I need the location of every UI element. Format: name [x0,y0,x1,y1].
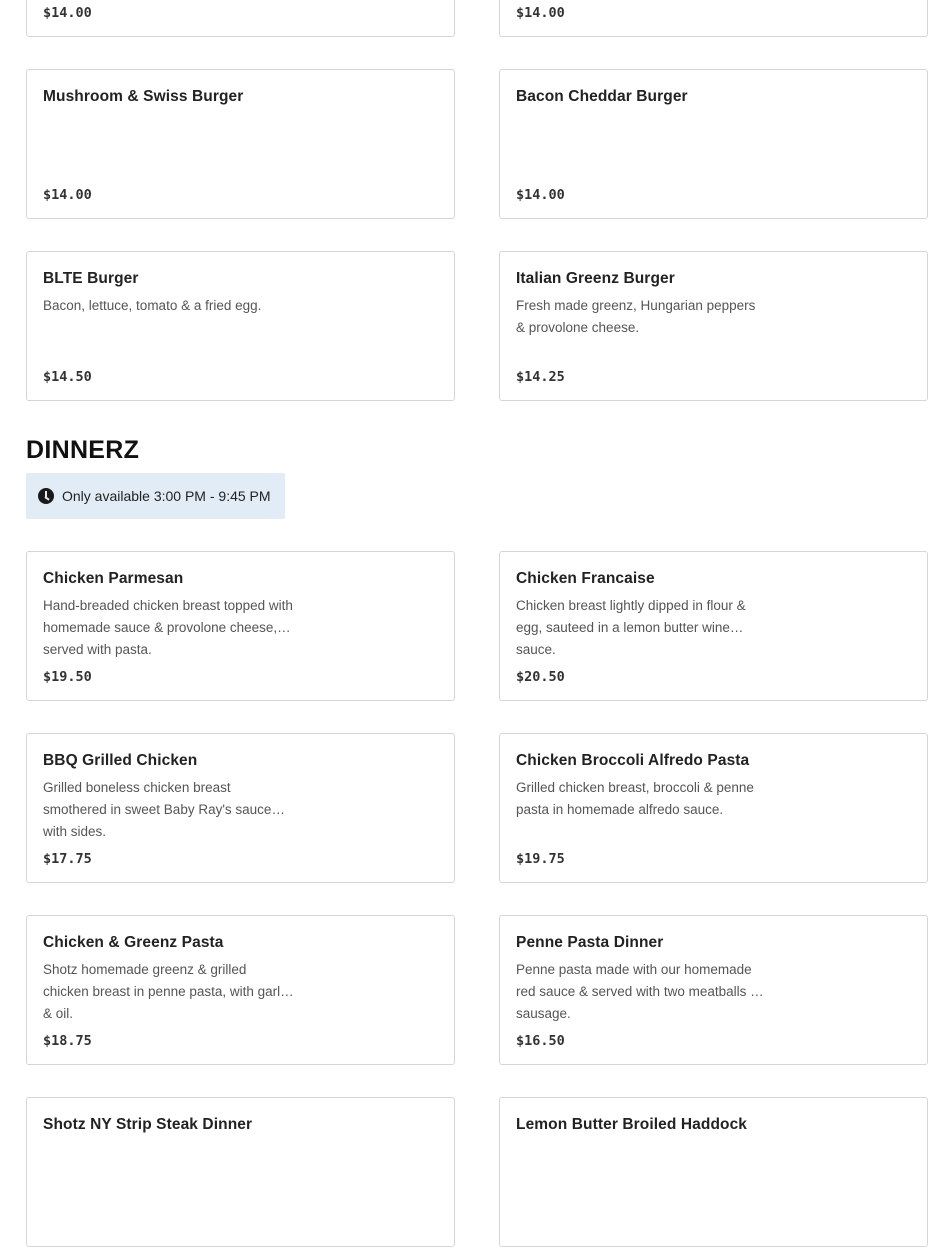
menu-item-price: $18.75 [43,1033,92,1049]
menu-item-description: Bacon, lettuce, tomato & a fried egg. [43,298,262,313]
menu-item-price: $14.25 [516,369,565,385]
availability-banner [26,473,285,519]
menu-item-price: $14.00 [43,187,92,203]
menu-item-description: Grilled boneless chicken breast smothered in sweet Baby Ray's sauce with sides. [43,780,272,839]
availability-text: Only available 3:00 PM - 9:45 PM [62,488,271,504]
menu-item-card[interactable] [26,915,455,1065]
menu-item-price: $14.50 [43,369,92,385]
menu-item-price: $16.50 [516,1033,565,1049]
menu-item-card[interactable] [499,69,928,219]
menu-item-price: $14.00 [43,5,92,21]
menu-item-card[interactable] [499,251,928,401]
menu-item-name: BBQ Grilled Chicken [43,752,198,769]
menu-item-name: Chicken Broccoli Alfredo Pasta [516,752,750,769]
menu-item-card[interactable] [26,1097,455,1247]
menu-item-card[interactable] [499,0,928,37]
menu-item-card[interactable] [499,733,928,883]
menu-item-name: Chicken Parmesan [43,570,184,587]
menu-item-card[interactable] [26,69,455,219]
clock-icon [38,488,54,504]
menu-item-card[interactable] [26,733,455,883]
menu-item-card[interactable] [499,915,928,1065]
menu-item-card[interactable] [499,1097,928,1247]
menu-item-card[interactable] [26,551,455,701]
menu-item-price: $20.50 [516,669,565,685]
menu-item-description: Shotz homemade greenz & grilled chicken breast in penne pasta, with garlic & oil. [43,962,290,1021]
dinnerz-grid [26,551,928,1247]
menu-item-name: Chicken Francaise [516,570,655,587]
menu-item-price: $14.00 [516,187,565,203]
menu-item-name: Bacon Cheddar Burger [516,88,688,105]
menu-item-name: Italian Greenz Burger [516,270,675,287]
menu-item-name: Chicken & Greenz Pasta [43,934,224,951]
section-title: DINNERZ [26,436,140,464]
menu-item-price: $19.50 [43,669,92,685]
menu-item-description: Hand-breaded chicken breast topped with homemade sauce & provolone cheese, served with pasta. [43,598,293,657]
menu-item-name: BLTE Burger [43,270,139,287]
menu-item-price: $19.75 [516,851,565,867]
menu-item-card[interactable] [26,251,455,401]
menu-item-description: Fresh made greenz, Hungarian peppers & provolone cheese. [516,298,756,335]
menu-item-card[interactable] [499,551,928,701]
menu-item-name: Shotz NY Strip Steak Dinner [43,1116,253,1133]
menu-item-name: Penne Pasta Dinner [516,934,664,951]
menu-item-description: Penne pasta made with our homemade red sauce & served with two meatballs or sausage. [516,962,763,1021]
menu-item-price: $17.75 [43,851,92,867]
menu-item-description: Grilled chicken breast, broccoli & penne pasta in homemade alfredo sauce. [516,780,754,817]
menu-item-description: Chicken breast lightly dipped in flour & egg, sauteed in a lemon butter wine sauce. [516,598,746,657]
burgers-partial-row [26,0,928,37]
menu-item-name: Lemon Butter Broiled Haddock [516,1116,748,1133]
menu-item-name: Mushroom & Swiss Burger [43,88,244,105]
menu-item-card[interactable] [26,0,455,37]
burgers-grid [26,69,928,401]
menu-item-price: $14.00 [516,5,565,21]
